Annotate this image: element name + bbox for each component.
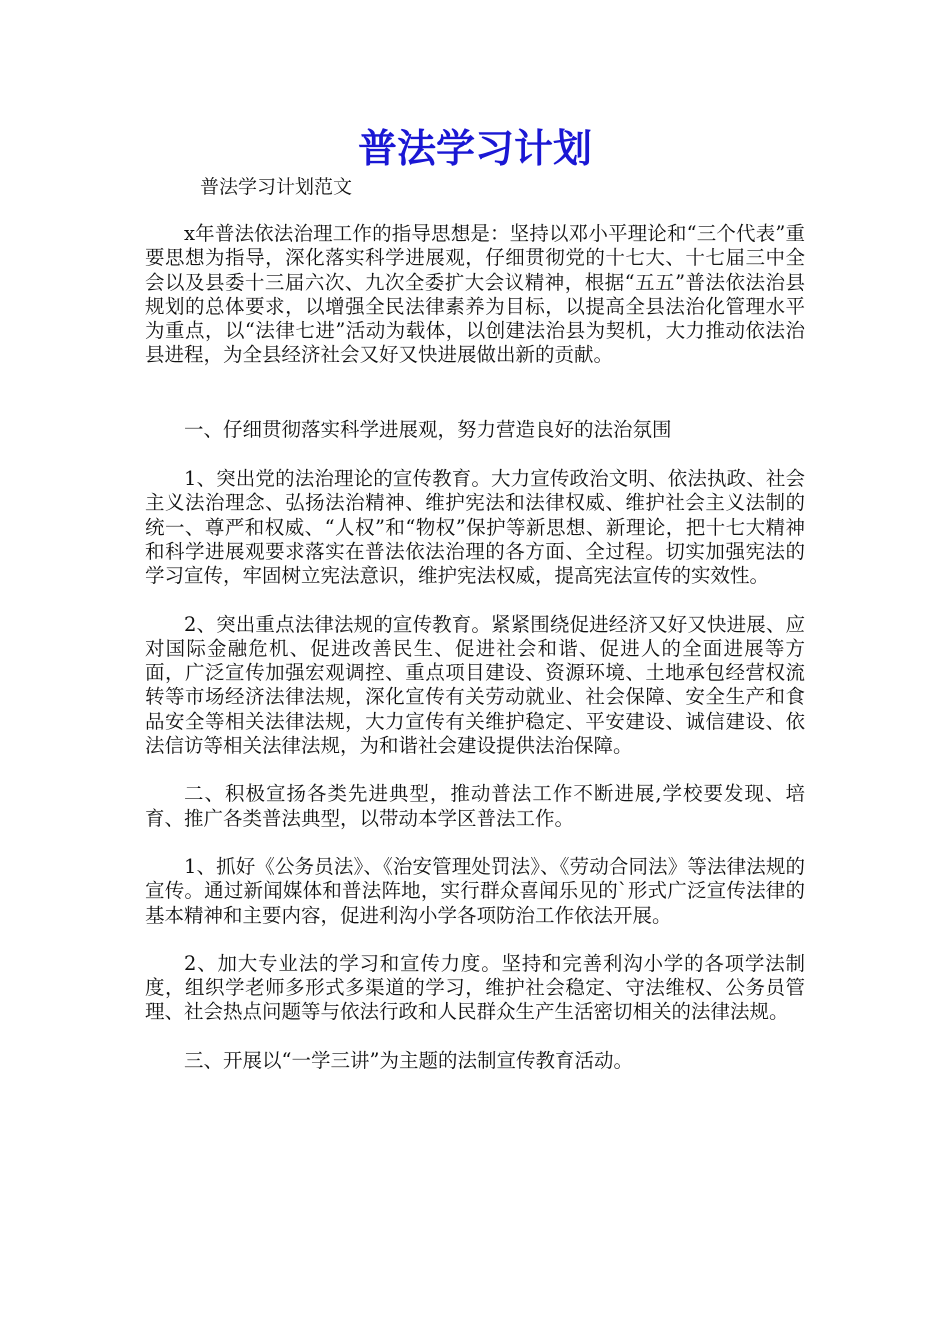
document-title: 普法学习计划 [357,127,592,172]
section-heading-2: 二、积极宣扬各类先进典型，推动普法工作不断进展,学校要发现、培育、推广各类普法典型，以带动本学区普法工作。 [145,782,805,830]
paragraph-item-1-1: 1、突出党的法治理论的宣传教育。大力宣传政治文明、依法执政、社会主义法治理念、弘扬法治精神、维护宪法和法律权威、维护社会主义法制的统一、尊严和权威、“人权”和“物权”保护等新思想、新理论，把十七大精神和科学进展观要求落实在普法依法治理的各方面、全过程。切实加强宪法的学习宣传，牢固树立宪法意识，维护宪法权威，提高宪法宣传的实效性。 [145,467,805,588]
paragraph-item-2-1: 1、抓好《公务员法》、《治安管理处罚法》、《劳动合同法》等法律法规的宣传。通过新闻媒体和普法阵地，实行群众喜闻乐见的`形式广泛宣传法律的基本精神和主要内容，促进利沟小学各项防治工作依法开展。 [145,854,805,927]
section-heading-3: 三、开展以“一学三讲”为主题的法制宣传教育活动。 [184,1048,633,1072]
paragraph-gap [145,392,805,418]
paragraph-guiding-ideology: x年普法依法治理工作的指导思想是：坚持以邓小平理论和“三个代表”重要思想为指导，深化落实科学进展观，仔细贯彻党的十七大、十七届三中全会以及县委十三届六次、九次全委扩大会议精神，根据“五五”普法依法治县规划的总体要求，以增强全民法律素养为目标，以提高全县法治化管理水平为重点，以“法律七进”活动为载体，以创建法治县为契机，大力推动依法治县进程，为全县经济社会又好又快进展做出新的贡献。 [145,222,805,367]
document-body [145,222,805,1098]
section-heading-1: 一、仔细贯彻落实科学进展观，努力营造良好的法治氛围 [184,417,672,441]
paragraph-item-2-2: 2、加大专业法的学习和宣传力度。坚持和完善利沟小学的各项学法制度，组织学老师多形式多渠道的学习，维护社会稳定、守法维权、公务员管理、社会热点问题等与依法行政和人民群众生产生活密切相关的法律法规。 [145,951,805,1024]
document-subtitle: 普法学习计划范文 [200,176,353,198]
paragraph-item-1-2: 2、突出重点法律法规的宣传教育。紧紧围绕促进经济又好又快进展、应对国际金融危机、促进改善民生、促进社会和谐、促进人的全面进展等方面，广泛宣传加强宏观调控、重点项目建设、资源环境、土地承包经营权流转等市场经济法律法规，深化宣传有关劳动就业、社会保障、安全生产和食品安全等相关法律法规，大力宣传有关维护稳定、平安建设、诚信建设、依法信访等相关法律法规，为和谐社会建设提供法治保障。 [145,612,805,758]
